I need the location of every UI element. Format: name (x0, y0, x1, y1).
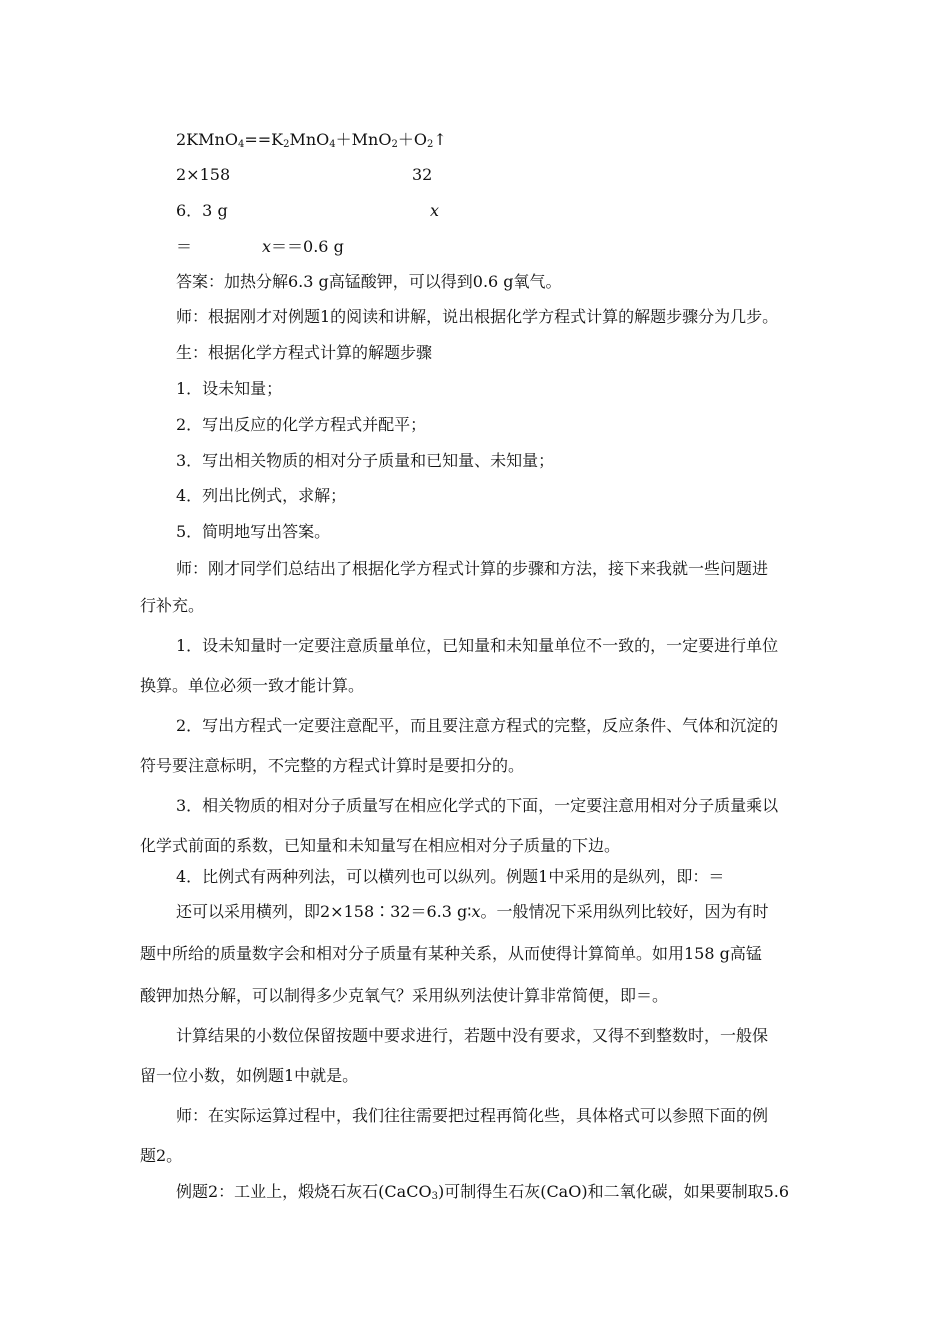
note-2b: 符号要注意标明，不完整的方程式计算时是要扣分的。 (140, 756, 525, 775)
solve-result: x＝＝0.6 g (262, 237, 344, 256)
example-2: 例题2：工业上，煅烧石灰石(CaCO$_3$)可制得生石灰(CaO)和二氧化碳，如果要制取5.6 (176, 1182, 790, 1202)
eq-equals: ==K (244, 130, 284, 149)
mass-right: 32 (412, 165, 433, 184)
step-1: 1．设未知量； (176, 379, 283, 398)
student-line-1: 生：根据化学方程式计算的解题步骤 (176, 343, 433, 362)
given-left: 6．3 g (176, 201, 228, 220)
teacher-line-2b: 行补充。 (140, 596, 205, 615)
horizontal-note-b: 题中所给的质量数字会和相对分子质量有某种关系，从而使得计算简单。如用158 g高锰 (140, 944, 762, 963)
teacher-line-2a: 师：刚才同学们总结出了根据化学方程式计算的步骤和方法，接下来我就一些问题进 (176, 559, 769, 578)
chemical-equation: $2KMnO_4==K_2MnO_4+MnO_2+O_2↑$ (176, 130, 447, 150)
horizontal-note-c: 酸钾加热分解，可以制得多少克氧气？采用纵列法使计算非常简便，即＝。 (140, 986, 669, 1005)
teacher-line-1: 师：根据刚才对例题1的阅读和讲解，说出根据化学方程式计算的解题步骤分为几步。 (176, 307, 779, 326)
rounding-note-b: 留一位小数，如例题1中就是。 (140, 1066, 359, 1085)
eq-reactant: 2KMnO (176, 130, 238, 149)
note-1a: 1．设未知量时一定要注意质量单位，已知量和未知量单位不一致的，一定要进行单位 (176, 636, 779, 655)
note-3b: 化学式前面的系数，已知量和未知量写在相应相对分子质量的下边。 (140, 836, 621, 855)
note-1b: 换算。单位必须一致才能计算。 (140, 676, 365, 695)
step-3: 3．写出相关物质的相对分子质量和已知量、未知量； (176, 451, 555, 470)
step-4: 4．列出比例式，求解； (176, 486, 347, 505)
note-2a: 2．写出方程式一定要注意配平，而且要注意方程式的完整，反应条件、气体和沉淀的 (176, 716, 779, 735)
note-4: 4．比例式有两种列法，可以横列也可以纵列。例题1中采用的是纵列，即：＝ (176, 867, 725, 886)
horizontal-note-a: 还可以采用横列，即2×158∶32＝6.3 g∶x。一般情况下采用纵列比较好，因为有时 (176, 902, 769, 921)
given-right: x (430, 201, 440, 220)
answer-line: 答案：加热分解6.3 g高锰酸钾，可以得到0.6 g氧气。 (176, 272, 562, 291)
step-5: 5．简明地写出答案。 (176, 522, 331, 541)
teacher-line-3a: 师：在实际运算过程中，我们往往需要把过程再简化些，具体格式可以参照下面的例 (176, 1106, 769, 1125)
note-3a: 3．相关物质的相对分子质量写在相应化学式的下面，一定要注意用相对分子质量乘以 (176, 796, 779, 815)
teacher-line-3b: 题2。 (140, 1146, 183, 1165)
rounding-note-a: 计算结果的小数位保留按题中要求进行，若题中没有要求，又得不到整数时，一般保 (176, 1026, 769, 1045)
gas-arrow-icon: ↑ (433, 130, 447, 149)
step-2: 2．写出反应的化学方程式并配平； (176, 415, 427, 434)
mass-left: 2×158 (176, 165, 231, 184)
solve-left: ＝ (176, 237, 193, 256)
